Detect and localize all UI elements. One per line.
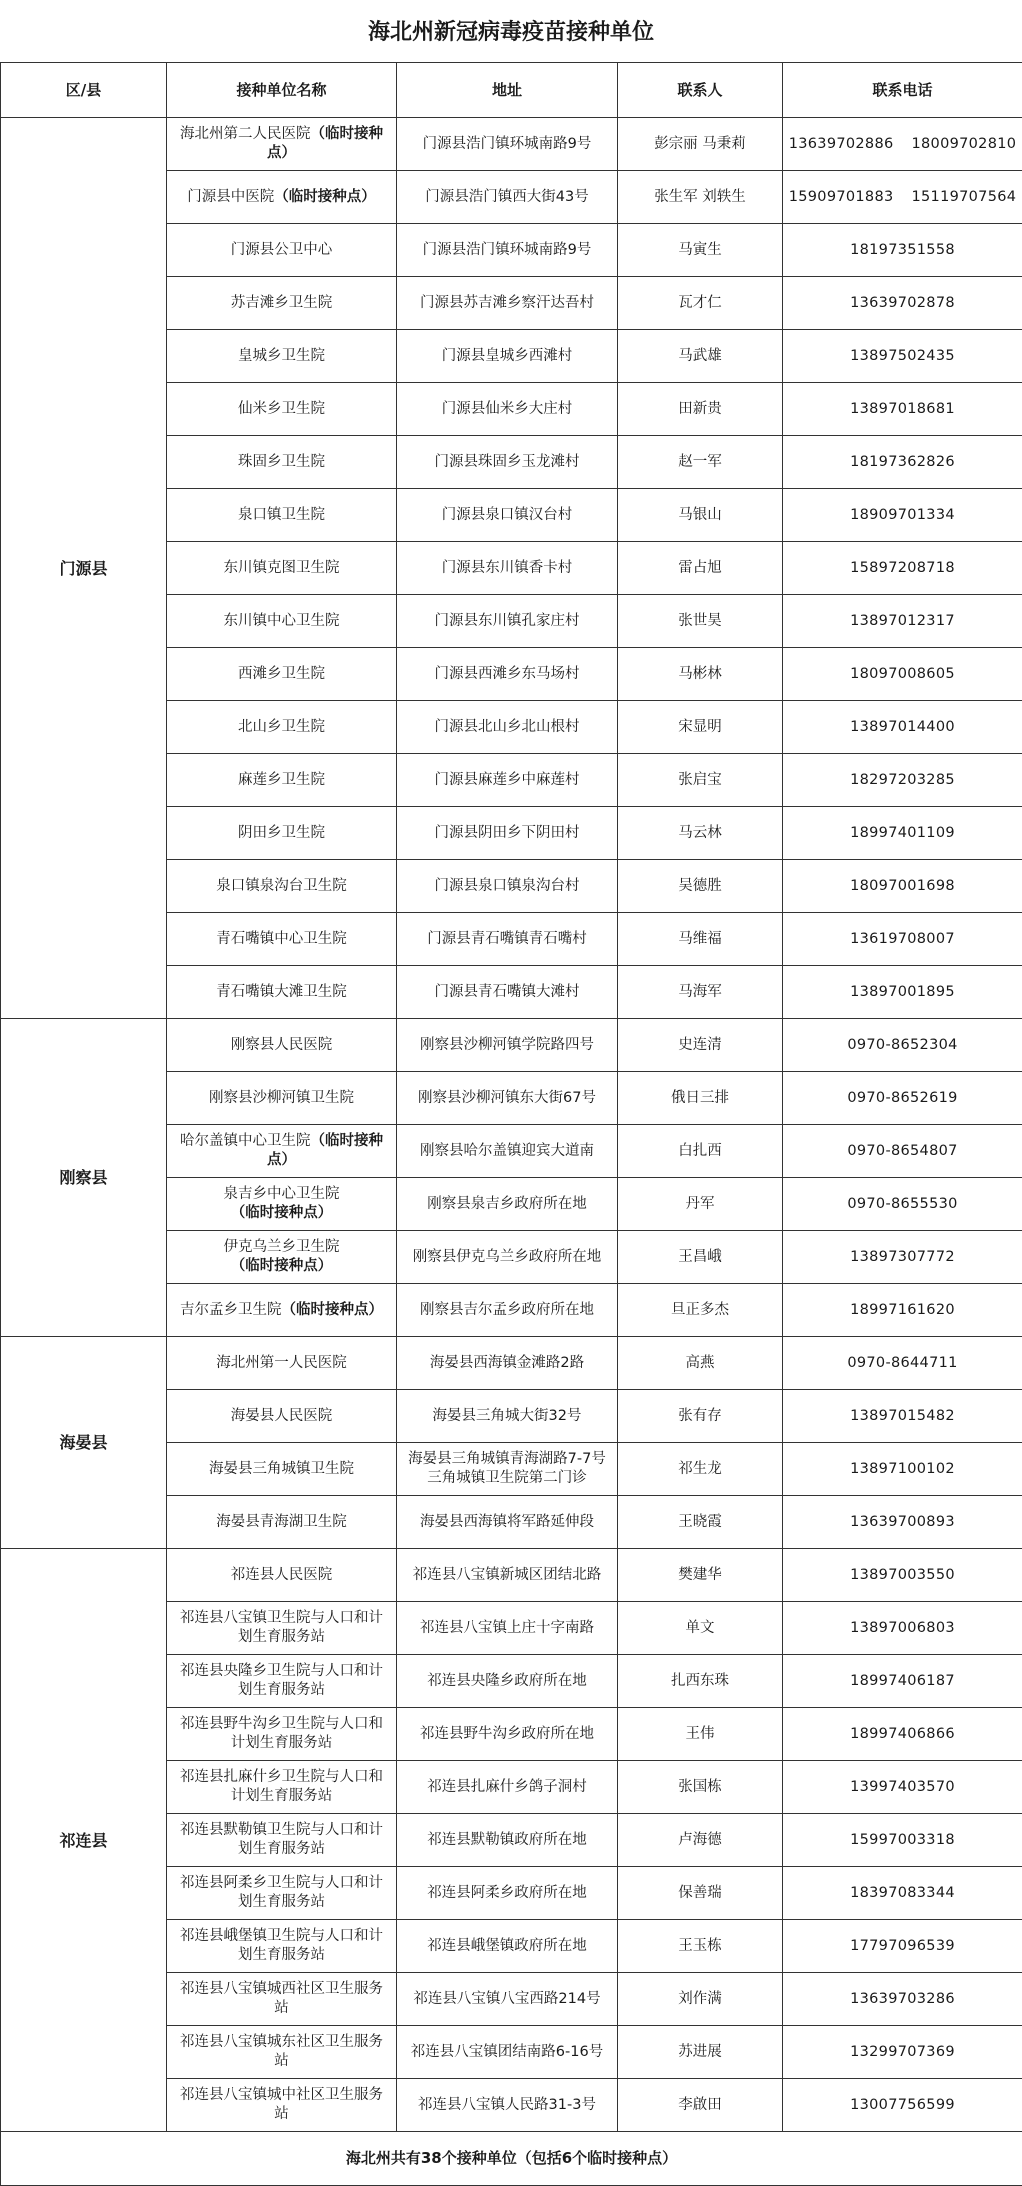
unit-name-cell <box>167 330 397 383</box>
unit-name: 海北州第二人民医院 <box>180 126 311 142</box>
unit-name: 祁连县八宝镇城西社区卫生服务站 <box>180 1981 383 2016</box>
unit-name-cell <box>167 436 397 489</box>
phone-cell <box>783 277 1022 330</box>
county-cell: 刚察县 <box>1 1019 167 1337</box>
phone-number: 0970-8644711 <box>847 1354 957 1373</box>
phone-cell <box>783 330 1022 383</box>
phone-list <box>789 983 1016 1002</box>
header-unit-name: 接种单位名称 <box>167 63 397 118</box>
phone-list <box>789 1566 1016 1585</box>
phone-number: 15119707564 <box>912 188 1017 207</box>
address-cell: 祁连县扎麻什乡鸽子洞村 <box>397 1761 618 1814</box>
contact-cell: 张世昊 <box>618 595 783 648</box>
phone-cell <box>783 966 1022 1019</box>
phone-cell <box>783 1231 1022 1284</box>
phone-number: 0970-8652619 <box>847 1089 957 1108</box>
unit-name-cell <box>167 1390 397 1443</box>
unit-name-cell <box>167 1602 397 1655</box>
unit-name-cell <box>167 171 397 224</box>
phone-number: 15909701883 <box>789 188 894 207</box>
phone-number: 18097008605 <box>850 665 955 684</box>
address-cell: 祁连县默勒镇政府所在地 <box>397 1814 618 1867</box>
unit-name-cell <box>167 807 397 860</box>
phone-number: 18909701334 <box>850 506 955 525</box>
phone-cell <box>783 383 1022 436</box>
address-cell: 刚察县哈尔盖镇迎宾大道南 <box>397 1125 618 1178</box>
phone-number: 13897100102 <box>850 1460 955 1479</box>
phone-list <box>789 241 1016 260</box>
contact-cell: 旦正多杰 <box>618 1284 783 1337</box>
contact-cell: 樊建华 <box>618 1549 783 1602</box>
phone-number: 18197362826 <box>850 453 955 472</box>
unit-name: 哈尔盖镇中心卫生院 <box>180 1133 311 1149</box>
contact-cell: 雷占旭 <box>618 542 783 595</box>
phone-cell <box>783 1708 1022 1761</box>
unit-name: 祁连县八宝镇城东社区卫生服务站 <box>180 2034 383 2069</box>
unit-name: 泉吉乡中心卫生院 <box>224 1186 340 1202</box>
phone-list <box>789 612 1016 631</box>
contact-cell: 马海军 <box>618 966 783 1019</box>
unit-name: 祁连县野牛沟乡卫生院与人口和计划生育服务站 <box>180 1716 383 1751</box>
unit-name: 祁连县人民医院 <box>231 1567 333 1583</box>
phone-cell <box>783 754 1022 807</box>
phone-cell <box>783 1019 1022 1072</box>
unit-name-cell <box>167 648 397 701</box>
phone-number: 18997161620 <box>850 1301 955 1320</box>
phone-list <box>789 135 1016 154</box>
contact-cell: 祁生龙 <box>618 1443 783 1496</box>
phone-number: 13299707369 <box>850 2043 955 2062</box>
address-cell: 门源县北山乡北山根村 <box>397 701 618 754</box>
phone-list <box>789 930 1016 949</box>
phone-list <box>789 1195 1016 1214</box>
address-cell: 刚察县泉吉乡政府所在地 <box>397 1178 618 1231</box>
contact-cell: 保善瑞 <box>618 1867 783 1920</box>
page-title: 海北州新冠病毒疫苗接种单位 <box>0 0 1022 62</box>
phone-cell <box>783 860 1022 913</box>
contact-cell: 张启宝 <box>618 754 783 807</box>
header-row <box>1 63 1022 118</box>
table-row <box>1 1337 1022 1390</box>
phone-list <box>789 1460 1016 1479</box>
phone-cell <box>783 701 1022 754</box>
phone-cell <box>783 648 1022 701</box>
address-cell: 祁连县央隆乡政府所在地 <box>397 1655 618 1708</box>
unit-name-cell <box>167 1443 397 1496</box>
phone-number: 18997406187 <box>850 1672 955 1691</box>
county-cell: 祁连县 <box>1 1549 167 2132</box>
phone-cell <box>783 1602 1022 1655</box>
phone-list <box>789 1142 1016 1161</box>
temporary-site-label: （临时接种点） <box>274 189 376 205</box>
phone-number: 18997406866 <box>850 1725 955 1744</box>
address-cell: 刚察县沙柳河镇学院路四号 <box>397 1019 618 1072</box>
phone-number: 13897502435 <box>850 347 955 366</box>
unit-name-cell <box>167 1920 397 1973</box>
unit-name-cell <box>167 1178 397 1231</box>
phone-list <box>789 1619 1016 1638</box>
address-cell: 门源县青石嘴镇大滩村 <box>397 966 618 1019</box>
address-cell: 门源县东川镇孔家庄村 <box>397 595 618 648</box>
phone-number: 13639700893 <box>850 1513 955 1532</box>
phone-cell <box>783 1284 1022 1337</box>
county-cell: 海晏县 <box>1 1337 167 1549</box>
contact-cell: 王昌峨 <box>618 1231 783 1284</box>
unit-name: 阴田乡卫生院 <box>238 825 325 841</box>
phone-number: 13619708007 <box>850 930 955 949</box>
address-cell: 祁连县野牛沟乡政府所在地 <box>397 1708 618 1761</box>
contact-cell: 俄日三排 <box>618 1072 783 1125</box>
phone-list <box>789 400 1016 419</box>
contact-cell: 刘作满 <box>618 1973 783 2026</box>
address-cell: 门源县西滩乡东马场村 <box>397 648 618 701</box>
phone-cell <box>783 807 1022 860</box>
unit-name: 海晏县人民医院 <box>231 1408 333 1424</box>
temporary-site-label: （临时接种点） <box>282 1302 384 1318</box>
address-cell: 门源县仙米乡大庄村 <box>397 383 618 436</box>
unit-name: 门源县公卫中心 <box>231 242 333 258</box>
address-cell: 祁连县八宝镇八宝西路214号 <box>397 1973 618 2026</box>
address-cell: 门源县青石嘴镇青石嘴村 <box>397 913 618 966</box>
address-cell: 刚察县吉尔孟乡政府所在地 <box>397 1284 618 1337</box>
phone-number: 18097001698 <box>850 877 955 896</box>
phone-list <box>789 1990 1016 2009</box>
phone-number: 13897003550 <box>850 1566 955 1585</box>
phone-list <box>789 2096 1016 2115</box>
phone-cell <box>783 1549 1022 1602</box>
unit-name-cell <box>167 1125 397 1178</box>
phone-cell <box>783 2079 1022 2132</box>
phone-number: 13639702878 <box>850 294 955 313</box>
temporary-site-label: （临时接种点） <box>231 1205 333 1221</box>
phone-cell <box>783 489 1022 542</box>
unit-name-cell <box>167 118 397 171</box>
address-cell: 门源县苏吉滩乡察汗达吾村 <box>397 277 618 330</box>
unit-name: 祁连县八宝镇卫生院与人口和计划生育服务站 <box>180 1610 383 1645</box>
phone-list <box>789 1937 1016 1956</box>
phone-cell <box>783 1337 1022 1390</box>
phone-cell <box>783 1178 1022 1231</box>
phone-cell <box>783 1655 1022 1708</box>
unit-name-cell <box>167 1231 397 1284</box>
unit-name-cell <box>167 1284 397 1337</box>
unit-name: 青石嘴镇大滩卫生院 <box>216 984 347 1000</box>
unit-name: 祁连县央隆乡卫生院与人口和计划生育服务站 <box>180 1663 383 1698</box>
contact-cell: 马彬林 <box>618 648 783 701</box>
unit-name-cell <box>167 966 397 1019</box>
unit-name-cell <box>167 1867 397 1920</box>
phone-cell <box>783 913 1022 966</box>
unit-name: 祁连县默勒镇卫生院与人口和计划生育服务站 <box>180 1822 383 1857</box>
phone-list <box>789 1513 1016 1532</box>
unit-name-cell <box>167 595 397 648</box>
unit-name-cell <box>167 754 397 807</box>
phone-number: 13897307772 <box>850 1248 955 1267</box>
phone-list <box>789 1407 1016 1426</box>
phone-list <box>789 1248 1016 1267</box>
address-cell: 海晏县三角城镇青海湖路7-7号三角城镇卫生院第二门诊 <box>397 1443 618 1496</box>
contact-cell: 卢海德 <box>618 1814 783 1867</box>
table-row <box>1 118 1022 171</box>
unit-name: 苏吉滩乡卫生院 <box>231 295 333 311</box>
phone-list <box>789 1778 1016 1797</box>
phone-cell <box>783 224 1022 277</box>
unit-name-cell <box>167 1655 397 1708</box>
phone-list <box>789 188 1016 207</box>
contact-cell: 张国栋 <box>618 1761 783 1814</box>
phone-number: 13997403570 <box>850 1778 955 1797</box>
address-cell: 海晏县西海镇金滩路2路 <box>397 1337 618 1390</box>
unit-name-cell <box>167 1814 397 1867</box>
phone-number: 15897208718 <box>850 559 955 578</box>
address-cell: 门源县皇城乡西滩村 <box>397 330 618 383</box>
unit-name-cell <box>167 1708 397 1761</box>
phone-cell <box>783 1125 1022 1178</box>
contact-cell: 白扎西 <box>618 1125 783 1178</box>
contact-cell: 史连清 <box>618 1019 783 1072</box>
header-contact: 联系人 <box>618 63 783 118</box>
unit-name: 西滩乡卫生院 <box>238 666 325 682</box>
unit-name-cell <box>167 1496 397 1549</box>
phone-list <box>789 453 1016 472</box>
phone-list <box>789 1089 1016 1108</box>
contact-cell: 吴德胜 <box>618 860 783 913</box>
phone-number: 13897006803 <box>850 1619 955 1638</box>
contact-cell: 马银山 <box>618 489 783 542</box>
unit-name: 泉口镇卫生院 <box>238 507 325 523</box>
contact-cell: 王伟 <box>618 1708 783 1761</box>
unit-name: 祁连县扎麻什乡卫生院与人口和计划生育服务站 <box>180 1769 383 1804</box>
phone-list <box>789 1672 1016 1691</box>
unit-name: 门源县中医院 <box>187 189 274 205</box>
unit-name-cell <box>167 913 397 966</box>
phone-number: 18297203285 <box>850 771 955 790</box>
address-cell: 门源县浩门镇环城南路9号 <box>397 224 618 277</box>
contact-cell: 马维福 <box>618 913 783 966</box>
footer-summary: 海北州共有38个接种单位（包括6个临时接种点） <box>1 2132 1022 2186</box>
phone-cell <box>783 1443 1022 1496</box>
temporary-site-label: （临时接种点） <box>267 126 383 161</box>
address-cell: 门源县浩门镇环城南路9号 <box>397 118 618 171</box>
phone-cell <box>783 1072 1022 1125</box>
unit-name: 北山乡卫生院 <box>238 719 325 735</box>
phone-number: 0970-8655530 <box>847 1195 957 1214</box>
unit-name-cell <box>167 2079 397 2132</box>
header-phone: 联系电话 <box>783 63 1022 118</box>
address-cell: 祁连县峨堡镇政府所在地 <box>397 1920 618 1973</box>
contact-cell: 单文 <box>618 1602 783 1655</box>
table-row <box>1 1549 1022 1602</box>
phone-list <box>789 665 1016 684</box>
phone-number: 18009702810 <box>912 135 1017 154</box>
phone-cell <box>783 1496 1022 1549</box>
contact-cell: 丹军 <box>618 1178 783 1231</box>
address-cell: 门源县东川镇香卡村 <box>397 542 618 595</box>
header-address: 地址 <box>397 63 618 118</box>
unit-name-cell <box>167 2026 397 2079</box>
phone-list <box>789 1831 1016 1850</box>
phone-list <box>789 1354 1016 1373</box>
phone-number: 13897014400 <box>850 718 955 737</box>
contact-cell: 王玉栋 <box>618 1920 783 1973</box>
unit-name-cell <box>167 1337 397 1390</box>
address-cell: 门源县泉口镇汉台村 <box>397 489 618 542</box>
unit-name: 青石嘴镇中心卫生院 <box>216 931 347 947</box>
phone-number: 13639702886 <box>789 135 894 154</box>
contact-cell: 宋显明 <box>618 701 783 754</box>
phone-cell <box>783 542 1022 595</box>
phone-list <box>789 771 1016 790</box>
phone-cell <box>783 2026 1022 2079</box>
phone-list <box>789 347 1016 366</box>
address-cell: 海晏县三角城大街32号 <box>397 1390 618 1443</box>
address-cell: 海晏县西海镇将军路延伸段 <box>397 1496 618 1549</box>
phone-number: 18997401109 <box>850 824 955 843</box>
phone-cell <box>783 118 1022 171</box>
unit-name-cell <box>167 224 397 277</box>
address-cell: 门源县浩门镇西大街43号 <box>397 171 618 224</box>
phone-list <box>789 1036 1016 1055</box>
contact-cell: 张有存 <box>618 1390 783 1443</box>
unit-name-cell <box>167 1072 397 1125</box>
unit-name-cell <box>167 489 397 542</box>
unit-name: 仙米乡卫生院 <box>238 401 325 417</box>
phone-number: 13007756599 <box>850 2096 955 2115</box>
address-cell: 门源县珠固乡玉龙滩村 <box>397 436 618 489</box>
unit-name: 祁连县峨堡镇卫生院与人口和计划生育服务站 <box>180 1928 383 1963</box>
phone-number: 0970-8654807 <box>847 1142 957 1161</box>
phone-cell <box>783 1920 1022 1973</box>
contact-cell: 瓦才仁 <box>618 277 783 330</box>
phone-list <box>789 718 1016 737</box>
unit-name-cell <box>167 860 397 913</box>
address-cell: 刚察县伊克乌兰乡政府所在地 <box>397 1231 618 1284</box>
table-body <box>1 118 1022 2132</box>
unit-name-cell <box>167 1973 397 2026</box>
phone-cell <box>783 1867 1022 1920</box>
unit-name: 海晏县青海湖卫生院 <box>216 1514 347 1530</box>
address-cell: 门源县麻莲乡中麻莲村 <box>397 754 618 807</box>
unit-name-cell <box>167 1549 397 1602</box>
contact-cell: 彭宗丽 马秉莉 <box>618 118 783 171</box>
contact-cell: 张生军 刘轶生 <box>618 171 783 224</box>
phone-cell <box>783 1973 1022 2026</box>
unit-name: 祁连县八宝镇城中社区卫生服务站 <box>180 2087 383 2122</box>
address-cell: 门源县泉口镇泉沟台村 <box>397 860 618 913</box>
unit-name: 泉口镇泉沟台卫生院 <box>216 878 347 894</box>
phone-cell <box>783 1814 1022 1867</box>
header-county: 区/县 <box>1 63 167 118</box>
contact-cell: 苏进展 <box>618 2026 783 2079</box>
contact-cell: 马武雄 <box>618 330 783 383</box>
unit-name-cell <box>167 1019 397 1072</box>
unit-name: 海晏县三角城镇卫生院 <box>209 1461 354 1477</box>
contact-cell: 马云林 <box>618 807 783 860</box>
temporary-site-label: （临时接种点） <box>231 1258 333 1274</box>
temporary-site-label: （临时接种点） <box>267 1133 383 1168</box>
phone-list <box>789 824 1016 843</box>
contact-cell: 赵一军 <box>618 436 783 489</box>
phone-cell <box>783 595 1022 648</box>
unit-name: 吉尔孟乡卫生院 <box>180 1302 282 1318</box>
phone-number: 13639703286 <box>850 1990 955 2009</box>
phone-list <box>789 559 1016 578</box>
address-cell: 祁连县八宝镇新城区团结北路 <box>397 1549 618 1602</box>
unit-name: 麻莲乡卫生院 <box>238 772 325 788</box>
phone-cell <box>783 436 1022 489</box>
footer-row <box>1 2132 1022 2186</box>
phone-number: 18397083344 <box>850 1884 955 1903</box>
phone-number: 18197351558 <box>850 241 955 260</box>
unit-name: 伊克乌兰乡卫生院 <box>224 1239 340 1255</box>
phone-list <box>789 294 1016 313</box>
phone-list <box>789 2043 1016 2062</box>
unit-name-cell <box>167 701 397 754</box>
contact-cell: 马寅生 <box>618 224 783 277</box>
phone-cell <box>783 171 1022 224</box>
table-row <box>1 1019 1022 1072</box>
unit-name: 皇城乡卫生院 <box>238 348 325 364</box>
unit-name: 珠固乡卫生院 <box>238 454 325 470</box>
address-cell: 祁连县八宝镇上庄十字南路 <box>397 1602 618 1655</box>
phone-cell <box>783 1761 1022 1814</box>
phone-list <box>789 877 1016 896</box>
contact-cell: 田新贵 <box>618 383 783 436</box>
phone-list <box>789 1725 1016 1744</box>
unit-name-cell <box>167 277 397 330</box>
phone-number: 15997003318 <box>850 1831 955 1850</box>
contact-cell: 李啟田 <box>618 2079 783 2132</box>
phone-number: 13897018681 <box>850 400 955 419</box>
phone-number: 0970-8652304 <box>847 1036 957 1055</box>
phone-cell <box>783 1390 1022 1443</box>
address-cell: 祁连县八宝镇人民路31-3号 <box>397 2079 618 2132</box>
county-cell: 门源县 <box>1 118 167 1019</box>
address-cell: 刚察县沙柳河镇东大街67号 <box>397 1072 618 1125</box>
unit-name: 东川镇中心卫生院 <box>224 613 340 629</box>
unit-name-cell <box>167 1761 397 1814</box>
phone-number: 13897001895 <box>850 983 955 1002</box>
phone-list <box>789 506 1016 525</box>
phone-list <box>789 1301 1016 1320</box>
phone-number: 13897015482 <box>850 1407 955 1426</box>
contact-cell: 扎西东珠 <box>618 1655 783 1708</box>
unit-name: 刚察县人民医院 <box>231 1037 333 1053</box>
contact-cell: 高燕 <box>618 1337 783 1390</box>
unit-name-cell <box>167 383 397 436</box>
unit-name: 祁连县阿柔乡卫生院与人口和计划生育服务站 <box>180 1875 383 1910</box>
contact-cell: 王晓霞 <box>618 1496 783 1549</box>
phone-list <box>789 1884 1016 1903</box>
unit-name: 东川镇克图卫生院 <box>224 560 340 576</box>
phone-number: 17797096539 <box>850 1937 955 1956</box>
unit-name: 刚察县沙柳河镇卫生院 <box>209 1090 354 1106</box>
phone-number: 13897012317 <box>850 612 955 631</box>
address-cell: 祁连县八宝镇团结南路6-16号 <box>397 2026 618 2079</box>
address-cell: 门源县阴田乡下阴田村 <box>397 807 618 860</box>
unit-name-cell <box>167 542 397 595</box>
address-cell: 祁连县阿柔乡政府所在地 <box>397 1867 618 1920</box>
unit-name: 海北州第一人民医院 <box>216 1355 347 1371</box>
vaccination-units-table <box>0 62 1022 2186</box>
